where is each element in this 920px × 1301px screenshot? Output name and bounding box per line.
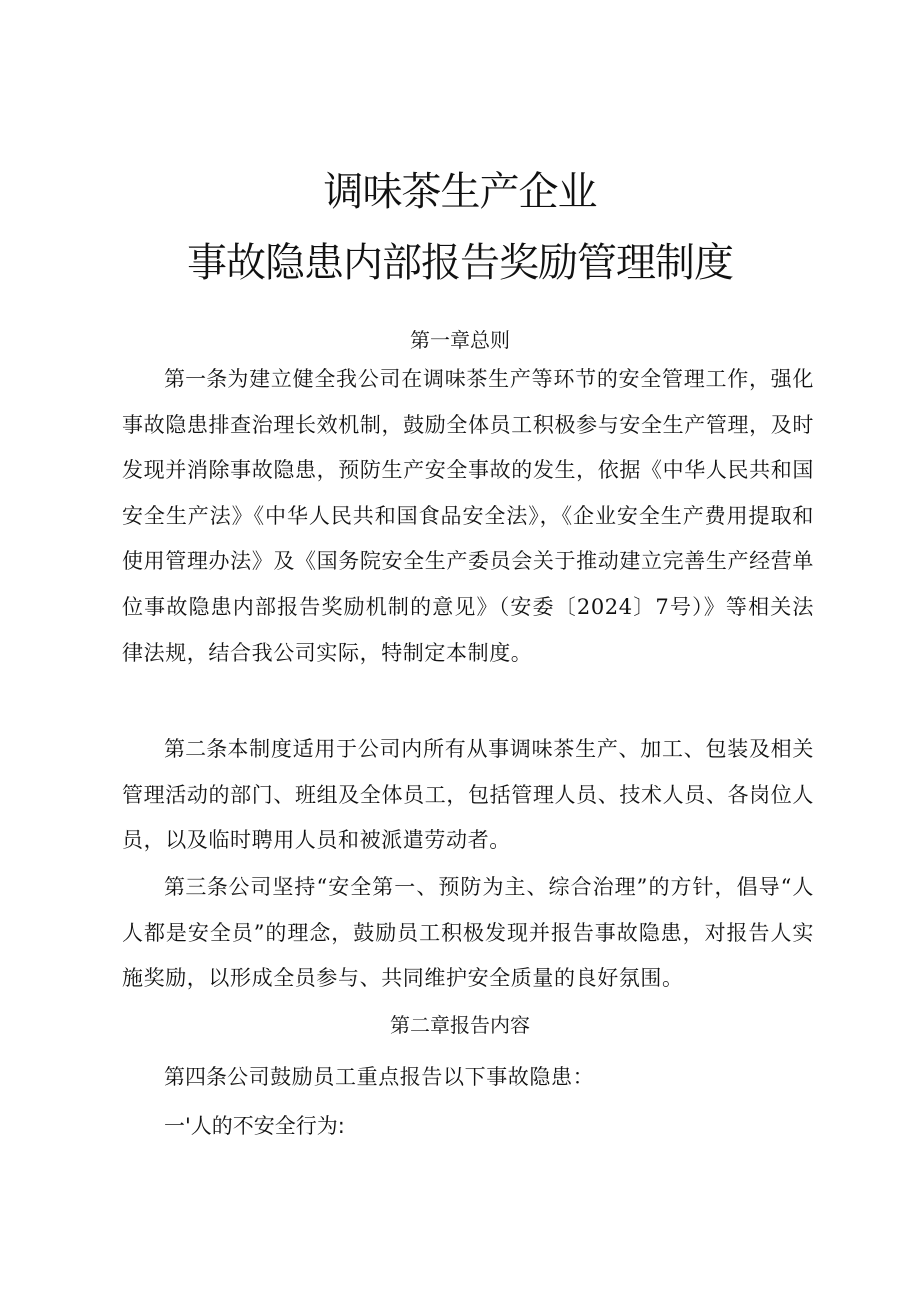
article-1-text: 为建立健全我公司在调味茶生产等环节的安全管理工作，强化事故隐患排查治理长效机制，鼓励全体员工积极参与安全生产管理，及时发现并消除事故隐患，预防生产安全事故的发生，依据《中华人民共和国安全生产法》《中华人民共和国食品安全法》，《企业安全生产费用提取和使用管理办法》及《国务院安全生产委员会关于推动建立完善生产经营单位事故隐患内部报告奖励机制的意见》（安委〔2024〕7号）》等相关法律法规，结合我公司实际，特制定本制度。 bbox=[122, 367, 815, 665]
document-title-line-2: 事故隐患内部报告奖励管理制度 bbox=[187, 240, 733, 286]
article-3-text: 公司坚持“安全第一、预防为主、综合治理”的方针，倡导“人人都是安全员”的理念，鼓励员工积极发现并报告事故隐患，对报告人实施奖励，以形成全员参与、共同维护安全质量的良好氛围。 bbox=[122, 875, 815, 991]
article-2-label: 第二条 bbox=[164, 737, 228, 761]
chapter-1-heading: 第一章总则 bbox=[410, 328, 510, 352]
article-1 bbox=[122, 357, 814, 676]
article-4-text: 公司鼓励员工重点报告以下事故隐患： bbox=[227, 1065, 595, 1089]
article-4-label: 第四条 bbox=[164, 1065, 227, 1089]
item-1-heading: 一'人的不安全行为: bbox=[164, 1114, 345, 1138]
document-title-line-1: 调味茶生产企业 bbox=[323, 169, 597, 215]
article-3-label: 第三条 bbox=[164, 875, 229, 899]
article-4 bbox=[122, 1055, 814, 1101]
article-2 bbox=[122, 727, 814, 864]
chapter-2-heading: 第二章报告内容 bbox=[390, 1013, 530, 1037]
article-2-text: 本制度适用于公司内所有从事调味茶生产、加工、包装及相关管理活动的部门、班组及全体员工，包括管理人员、技术人员、各岗位人员，以及临时聘用人员和被派遣劳动者。 bbox=[122, 737, 815, 853]
article-3 bbox=[122, 865, 814, 1002]
article-1-label: 第一条 bbox=[164, 367, 228, 391]
